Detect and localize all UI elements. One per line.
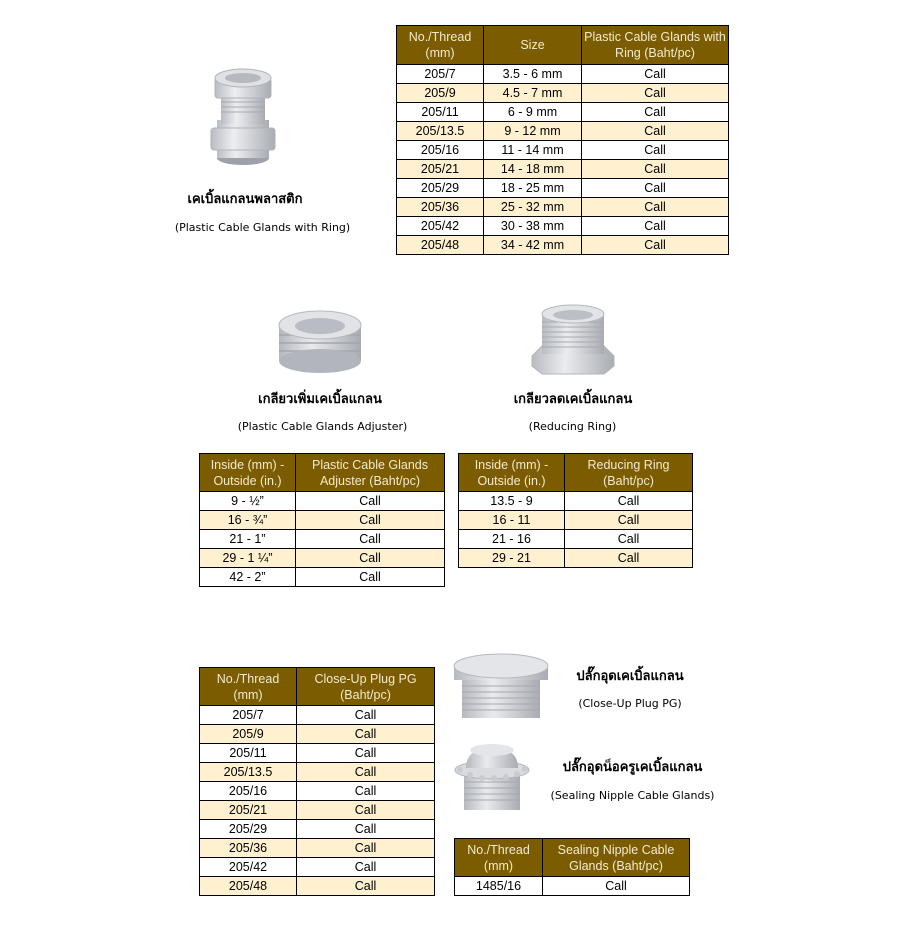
table-cell: 205/16 — [200, 782, 297, 801]
table-cell: Call — [543, 877, 690, 896]
table-cell: Call — [296, 549, 445, 568]
table-cell: Call — [296, 511, 445, 530]
table-cell: Call — [296, 492, 445, 511]
table-row — [455, 877, 690, 896]
table-row — [200, 706, 435, 725]
table-cell: Call — [582, 160, 729, 179]
table-row — [200, 549, 445, 568]
adjuster-english-name: (Plastic Cable Glands Adjuster) — [237, 420, 408, 433]
table-cell: Call — [297, 763, 435, 782]
table-row — [397, 65, 729, 84]
table-cell: 205/36 — [200, 839, 297, 858]
sealing-nipple-table — [454, 838, 690, 896]
table-cell: 13.5 - 9 — [459, 492, 565, 511]
table-cell: 3.5 - 6 mm — [484, 65, 582, 84]
table-row — [200, 568, 445, 587]
reducing-thai-name: เกลียวลดเคเบิ้ลแกลน — [513, 392, 633, 407]
table-cell: Call — [297, 858, 435, 877]
table-row — [200, 877, 435, 896]
table-cell: 25 - 32 mm — [484, 198, 582, 217]
close-up-plug-image — [452, 652, 550, 720]
table-cell: Call — [582, 122, 729, 141]
table-cell: 14 - 18 mm — [484, 160, 582, 179]
table-cell: 205/21 — [200, 801, 297, 820]
table-row — [397, 160, 729, 179]
table-cell: Call — [582, 65, 729, 84]
header-price: Sealing Nipple Cable Glands (Baht/pc) — [543, 839, 690, 877]
table-cell: 21 - 1” — [200, 530, 296, 549]
table-cell: Call — [582, 84, 729, 103]
table-row — [397, 141, 729, 160]
table-cell: 205/42 — [397, 217, 484, 236]
adjuster-thai-name: เกลียวเพิ่มเคเบิ้ลแกลน — [258, 392, 382, 407]
table-cell: Call — [297, 725, 435, 744]
table-cell: 205/16 — [397, 141, 484, 160]
reducing-ring-table — [458, 453, 693, 568]
table-cell: Call — [296, 568, 445, 587]
table-row — [397, 198, 729, 217]
table-cell: 16 - 11 — [459, 511, 565, 530]
table-cell: 16 - ¾” — [200, 511, 296, 530]
cable-gland-thai-name: เคเบิ้ลแกลนพลาสติก — [187, 192, 303, 207]
table-row — [200, 858, 435, 877]
cable-gland-image — [205, 58, 281, 168]
table-row — [459, 530, 693, 549]
table-row — [397, 236, 729, 255]
table-cell: Call — [565, 549, 693, 568]
header-thread: No./Thread (mm) — [397, 26, 484, 65]
header-price: Plastic Cable Glands with Ring (Baht/pc) — [582, 26, 729, 65]
cable-glands-table — [396, 25, 729, 255]
table-cell: Call — [582, 198, 729, 217]
table-cell: 205/21 — [397, 160, 484, 179]
table-cell: 205/11 — [397, 103, 484, 122]
table-cell: 205/48 — [200, 877, 297, 896]
header-inside-outside: Inside (mm) - Outside (in.) — [459, 454, 565, 492]
header-size: Size — [484, 26, 582, 65]
table-row — [397, 122, 729, 141]
table-cell: 205/36 — [397, 198, 484, 217]
table-cell: Call — [565, 511, 693, 530]
table-cell: 1485/16 — [455, 877, 543, 896]
table-row — [200, 492, 445, 511]
table-cell: 29 - 21 — [459, 549, 565, 568]
table-cell: 205/48 — [397, 236, 484, 255]
table-cell: Call — [297, 706, 435, 725]
header-price: Reducing Ring (Baht/pc) — [565, 454, 693, 492]
header-price: Plastic Cable Glands Adjuster (Baht/pc) — [296, 454, 445, 492]
table-cell: 205/9 — [200, 725, 297, 744]
header-inside-outside: Inside (mm) - Outside (in.) — [200, 454, 296, 492]
close-up-plug-english-name: (Close-Up Plug PG) — [578, 697, 682, 710]
table-cell: Call — [297, 744, 435, 763]
table-cell: Call — [582, 141, 729, 160]
table-cell: Call — [565, 492, 693, 511]
table-row — [200, 763, 435, 782]
table-row — [200, 530, 445, 549]
table-cell: 205/29 — [397, 179, 484, 198]
table-row — [397, 84, 729, 103]
header-price: Close-Up Plug PG (Baht/pc) — [297, 668, 435, 706]
table-cell: Call — [296, 530, 445, 549]
table-cell: 205/29 — [200, 820, 297, 839]
table-cell: Call — [582, 217, 729, 236]
table-cell: Call — [297, 877, 435, 896]
cable-gland-english-name: (Plastic Cable Glands with Ring) — [174, 221, 351, 234]
table-cell: 30 - 38 mm — [484, 217, 582, 236]
table-cell: Call — [297, 839, 435, 858]
header-thread: No./Thread (mm) — [455, 839, 543, 877]
table-cell: 205/13.5 — [397, 122, 484, 141]
table-cell: Call — [582, 103, 729, 122]
table-cell: 34 - 42 mm — [484, 236, 582, 255]
table-row — [397, 103, 729, 122]
table-cell: Call — [582, 236, 729, 255]
table-cell: 205/9 — [397, 84, 484, 103]
table-cell: 6 - 9 mm — [484, 103, 582, 122]
table-cell: Call — [565, 530, 693, 549]
table-row — [397, 179, 729, 198]
adjuster-ring-image — [275, 305, 365, 377]
table-row — [200, 782, 435, 801]
table-row — [200, 511, 445, 530]
table-row — [397, 217, 729, 236]
table-row — [200, 801, 435, 820]
sealing-nipple-thai-name: ปลั๊กอุดน็อครูเคเบิ้ลแกลน — [562, 760, 703, 775]
close-up-plug-thai-name: ปลั๊กอุดเคเบิ้ลแกลน — [576, 669, 684, 684]
table-cell: Call — [297, 801, 435, 820]
table-cell: Call — [297, 782, 435, 801]
sealing-nipple-english-name: (Sealing Nipple Cable Glands) — [550, 789, 715, 802]
table-row — [200, 820, 435, 839]
table-cell: 205/7 — [200, 706, 297, 725]
table-cell: 205/7 — [397, 65, 484, 84]
header-thread: No./Thread (mm) — [200, 668, 297, 706]
table-row — [459, 492, 693, 511]
table-cell: 205/13.5 — [200, 763, 297, 782]
table-cell: 21 - 16 — [459, 530, 565, 549]
adjuster-table — [199, 453, 445, 587]
table-cell: Call — [582, 179, 729, 198]
table-cell: 9 - 12 mm — [484, 122, 582, 141]
table-row — [459, 549, 693, 568]
reducing-ring-image — [530, 302, 616, 376]
table-cell: 9 - ½” — [200, 492, 296, 511]
table-cell: 4.5 - 7 mm — [484, 84, 582, 103]
table-cell: Call — [297, 820, 435, 839]
table-cell: 29 - 1 ¼” — [200, 549, 296, 568]
table-row — [200, 725, 435, 744]
table-row — [200, 839, 435, 858]
table-cell: 205/11 — [200, 744, 297, 763]
reducing-english-name: (Reducing Ring) — [528, 420, 617, 433]
table-cell: 205/42 — [200, 858, 297, 877]
sealing-nipple-image — [452, 740, 532, 812]
table-cell: 11 - 14 mm — [484, 141, 582, 160]
table-cell: 42 - 2” — [200, 568, 296, 587]
close-up-plug-table — [199, 667, 435, 896]
table-row — [459, 511, 693, 530]
table-row — [200, 744, 435, 763]
table-cell: 18 - 25 mm — [484, 179, 582, 198]
